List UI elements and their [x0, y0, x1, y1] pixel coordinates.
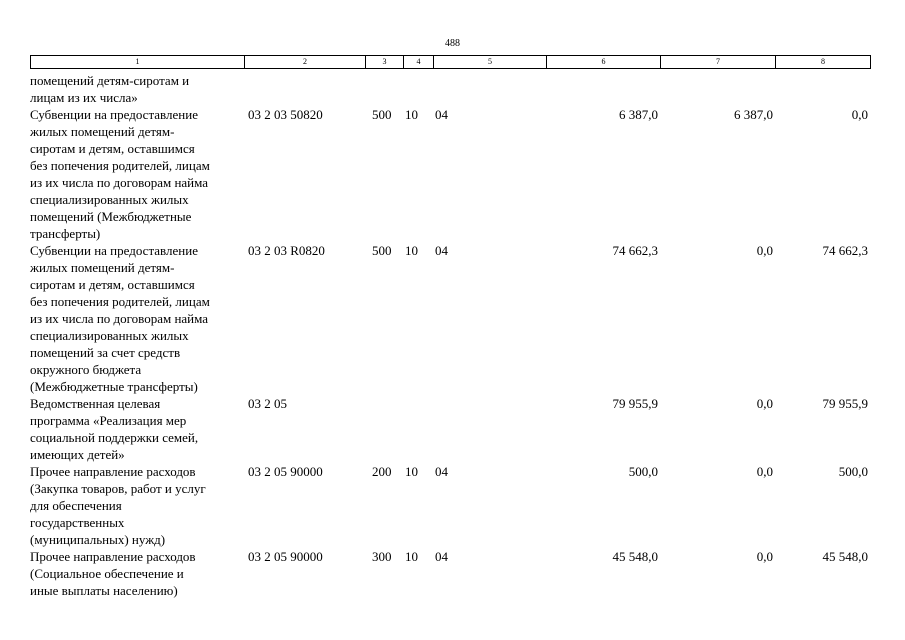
- column-header-3: 3: [366, 56, 404, 69]
- row-name-line: специализированных жилых: [30, 328, 189, 343]
- row-name-line: (муниципальных) нужд): [30, 532, 166, 547]
- row-name-line: сиротам и детям, оставшимся: [30, 277, 195, 292]
- table-row: [30, 548, 870, 599]
- row-name-line: жилых помещений детям-: [30, 124, 175, 139]
- row-sum-7: [660, 72, 775, 106]
- row-sum-7: 0,0: [756, 243, 773, 258]
- column-header-table: [30, 55, 871, 69]
- row-name: [30, 395, 244, 463]
- row-name: [30, 242, 244, 395]
- row-rz: [403, 395, 433, 463]
- row-name-line: помещений за счет средств: [30, 345, 181, 360]
- column-header-8: 8: [776, 56, 871, 69]
- row-sum-6: [546, 72, 660, 106]
- table-row: [30, 106, 870, 242]
- row-sum-7: 6 387,0: [734, 107, 773, 122]
- row-vr: 300: [372, 549, 392, 564]
- row-name-line: специализированных жилых: [30, 192, 189, 207]
- row-name-line: помещений (Межбюджетные: [30, 209, 192, 224]
- row-name-line: из их числа по договорам найма: [30, 311, 209, 326]
- row-code: 03 2 05: [248, 396, 287, 411]
- row-rz: [403, 72, 433, 106]
- row-vr: [365, 395, 403, 463]
- row-name-line: Ведомственная целевая: [30, 396, 161, 411]
- row-sum-7: 0,0: [756, 549, 773, 564]
- row-pr: [433, 72, 546, 106]
- column-header-5: 5: [434, 56, 547, 69]
- table-row: [30, 242, 870, 395]
- row-name: [30, 463, 244, 548]
- row-code: 03 2 05 90000: [248, 464, 323, 479]
- row-sum-6: 500,0: [628, 464, 658, 479]
- column-header-row: [31, 56, 871, 69]
- row-name-line: государственных: [30, 515, 125, 530]
- page-number: 488: [445, 38, 460, 49]
- row-rz: 10: [405, 107, 418, 122]
- row-code: [244, 72, 365, 106]
- row-name-line: сиротам и детям, оставшимся: [30, 141, 195, 156]
- row-rz: 10: [405, 464, 418, 479]
- row-vr: 500: [372, 243, 392, 258]
- row-sum-8: [775, 72, 870, 106]
- row-sum-8: 74 662,3: [822, 243, 868, 258]
- row-sum-8: 45 548,0: [822, 549, 868, 564]
- row-code: 03 2 05 90000: [248, 549, 323, 564]
- row-sum-6: 74 662,3: [612, 243, 658, 258]
- row-name-line: Субвенции на предоставление: [30, 243, 198, 258]
- row-name-line: без попечения родителей, лицам: [30, 158, 210, 173]
- row-vr: 500: [372, 107, 392, 122]
- row-name-line: имеющих детей»: [30, 447, 125, 462]
- column-header-4: 4: [404, 56, 434, 69]
- table-row: [30, 463, 870, 548]
- row-name: [30, 106, 244, 242]
- row-name-line: помещений детям-сиротам и: [30, 73, 190, 88]
- row-name-line: окружного бюджета: [30, 362, 142, 377]
- row-sum-7: 0,0: [756, 464, 773, 479]
- row-rz: 10: [405, 243, 418, 258]
- row-name-line: трансферты): [30, 226, 101, 241]
- row-rz: 10: [405, 549, 418, 564]
- table-row: [30, 395, 870, 463]
- row-name: [30, 72, 244, 106]
- row-sum-7: 0,0: [756, 396, 773, 411]
- row-pr: 04: [435, 107, 448, 122]
- row-name-line: социальной поддержки семей,: [30, 430, 199, 445]
- row-name: [30, 548, 244, 599]
- row-pr: 04: [435, 464, 448, 479]
- row-name-line: (Закупка товаров, работ и услуг: [30, 481, 206, 496]
- row-sum-8: 0,0: [851, 107, 868, 122]
- row-sum-8: 500,0: [838, 464, 868, 479]
- column-header-7: 7: [661, 56, 776, 69]
- row-name-line: лицам из их числа»: [30, 90, 138, 105]
- column-header-1: 1: [31, 56, 245, 69]
- budget-table: [30, 72, 870, 599]
- row-vr: 200: [372, 464, 392, 479]
- row-name-line: Субвенции на предоставление: [30, 107, 198, 122]
- row-name-line: из их числа по договорам найма: [30, 175, 209, 190]
- row-sum-6: 79 955,9: [612, 396, 658, 411]
- row-pr: [433, 395, 546, 463]
- row-name-line: жилых помещений детям-: [30, 260, 175, 275]
- row-sum-6: 6 387,0: [619, 107, 658, 122]
- row-pr: 04: [435, 243, 448, 258]
- row-name-line: иные выплаты населению): [30, 583, 178, 598]
- row-vr: [365, 72, 403, 106]
- row-name-line: (Межбюджетные трансферты): [30, 379, 198, 394]
- row-name-line: Прочее направление расходов: [30, 549, 196, 564]
- row-name-line: (Социальное обеспечение и: [30, 566, 184, 581]
- table-row: [30, 72, 870, 106]
- row-name-line: для обеспечения: [30, 498, 122, 513]
- row-pr: 04: [435, 549, 448, 564]
- row-code: 03 2 03 R0820: [248, 243, 325, 258]
- row-name-line: без попечения родителей, лицам: [30, 294, 210, 309]
- row-sum-6: 45 548,0: [612, 549, 658, 564]
- row-code: 03 2 03 50820: [248, 107, 323, 122]
- row-sum-8: 79 955,9: [822, 396, 868, 411]
- column-header-2: 2: [245, 56, 366, 69]
- column-header-6: 6: [547, 56, 661, 69]
- row-name-line: Прочее направление расходов: [30, 464, 196, 479]
- row-name-line: программа «Реализация мер: [30, 413, 187, 428]
